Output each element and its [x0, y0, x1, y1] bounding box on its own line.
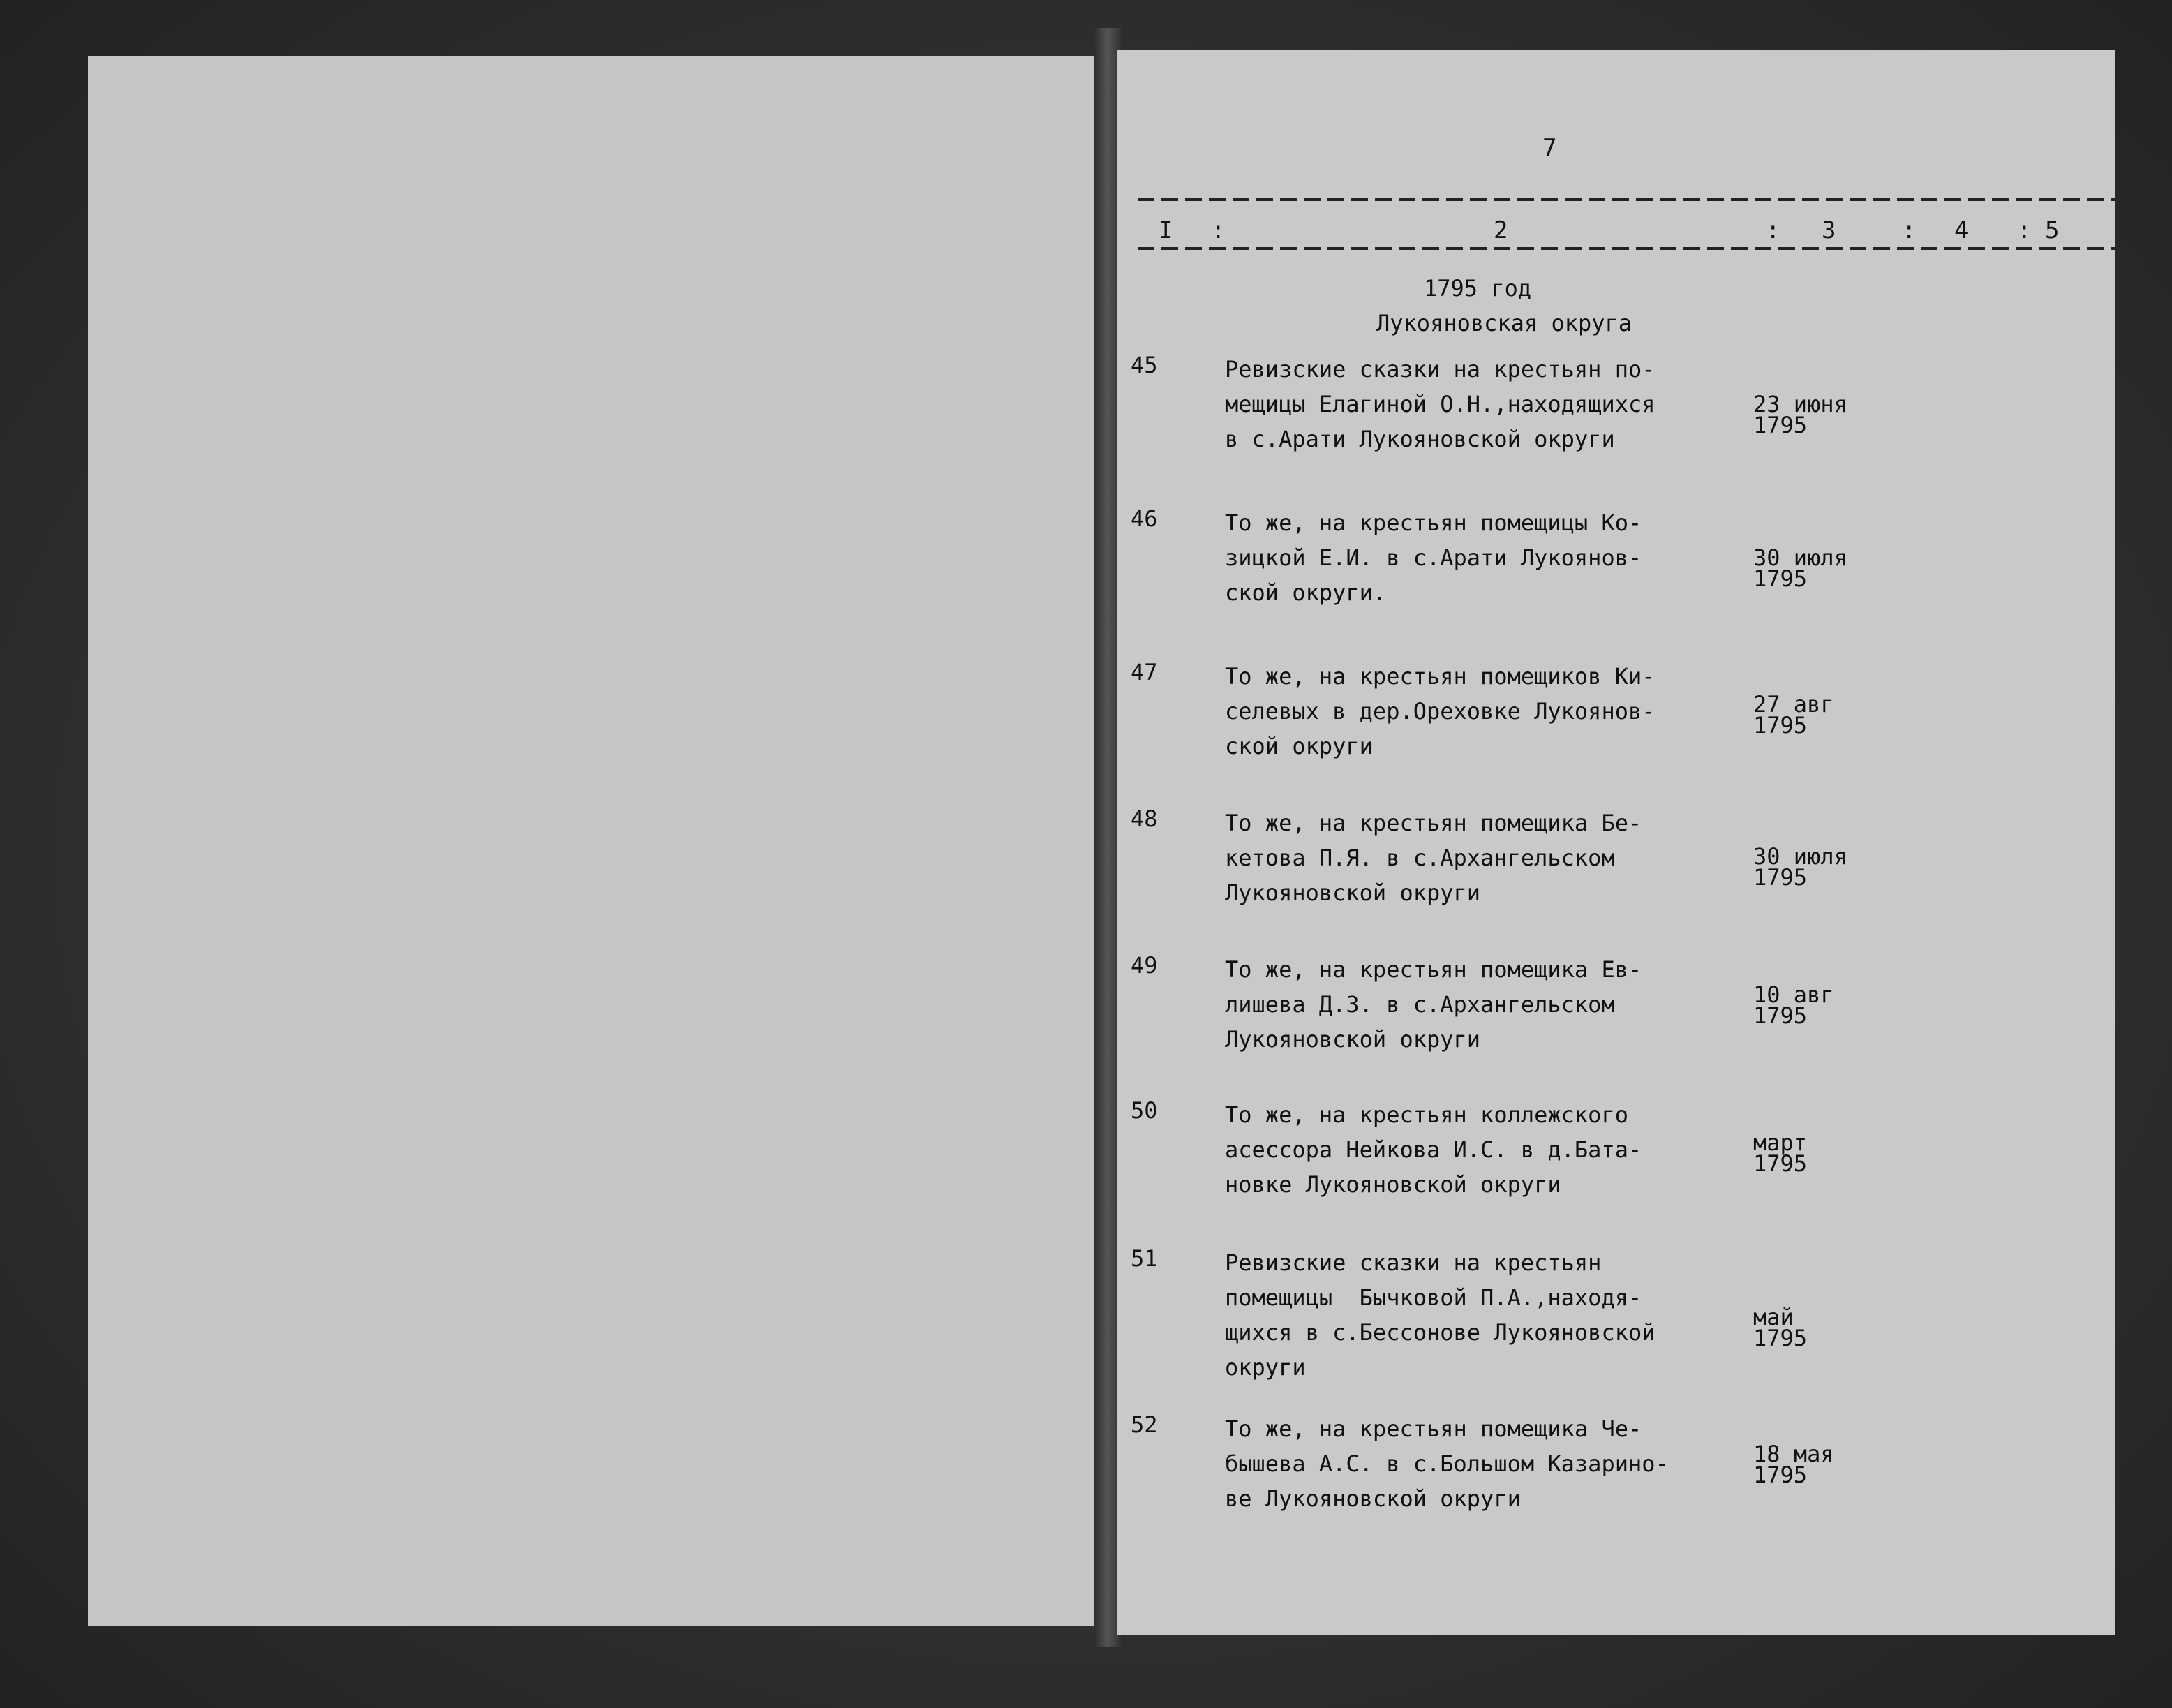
entry-number: 48	[1131, 805, 1158, 832]
page-number: 7	[1542, 134, 1557, 162]
entry-date-day: 30 июля	[1753, 843, 1847, 870]
entry-date-year: 1795	[1753, 1325, 1808, 1351]
entry-date-year: 1795	[1753, 1150, 1808, 1177]
entry-date-year: 1795	[1753, 1462, 1808, 1488]
entry-date-day: 10 авг	[1753, 981, 1834, 1008]
entry-number: 52	[1131, 1411, 1158, 1438]
entry-date-year: 1795	[1753, 864, 1808, 891]
column-5-label: 5	[2045, 216, 2060, 244]
entry-description: То же, на крестьян помещицы Ко- зицкой Е.И. в с.Арати Лукоянов- ской округи.	[1225, 510, 1642, 606]
entry-date-year: 1795	[1753, 1002, 1808, 1029]
column-separator: :	[2017, 216, 2032, 244]
entry-date-year: 1795	[1753, 565, 1808, 592]
entry-number: 47	[1131, 659, 1158, 685]
entry-number: 51	[1131, 1245, 1158, 1272]
left-page-blank	[88, 56, 1100, 1626]
entry-date-day: 18 мая	[1753, 1441, 1834, 1467]
entry-date-day: март	[1753, 1129, 1808, 1156]
header-rule-top	[1138, 198, 2115, 201]
section-year: 1795 год	[1424, 275, 1532, 302]
column-3-label: 3	[1822, 216, 1836, 244]
entry-number: 50	[1131, 1097, 1158, 1124]
header-rule-bottom	[1138, 247, 2115, 250]
column-separator: :	[1766, 216, 1780, 244]
column-separator: :	[1902, 216, 1917, 244]
entry-description: То же, на крестьян помещиков Ки- селевых в дер.Ореховке Лукоянов- ской округи	[1225, 663, 1656, 759]
right-page	[1117, 50, 2115, 1635]
entry-description: То же, на крестьян помещика Че- бышева А.С. в с.Большом Казарино- ве Лукояновской округи	[1225, 1416, 1669, 1512]
entry-description: То же, на крестьян помещика Бе- кетова П.Я. в с.Архангельском Лукояновской округи	[1225, 810, 1642, 906]
entry-number: 49	[1131, 952, 1158, 979]
column-separator: :	[1211, 216, 1226, 244]
entry-number: 46	[1131, 505, 1158, 532]
entry-date-day: 30 июля	[1753, 544, 1847, 571]
entry-date-day: 23 июня	[1753, 391, 1847, 417]
column-1-label: I	[1159, 216, 1173, 244]
entry-description: Ревизские сказки на крестьян по- мещицы Елагиной О.Н.,находящихся в с.Арати Лукояновской округи	[1225, 356, 1656, 452]
column-4-label: 4	[1954, 216, 1969, 244]
section-district: Лукояновская округа	[1376, 310, 1632, 336]
entry-date-year: 1795	[1753, 412, 1808, 438]
entry-description: То же, на крестьян помещика Ев- лишева Д.З. в с.Архангельском Лукояновской округи	[1225, 956, 1642, 1053]
column-2-label: 2	[1494, 216, 1508, 244]
entry-description: То же, на крестьян коллежского асессора Нейкова И.С. в д.Бата- новке Лукояновской округи	[1225, 1101, 1642, 1198]
entry-date-day: 27 авг	[1753, 691, 1834, 718]
entry-date-year: 1795	[1753, 712, 1808, 738]
entry-number: 45	[1131, 352, 1158, 378]
entry-date-day: май	[1753, 1304, 1794, 1330]
entry-description: Ревизские сказки на крестьян помещицы Бычковой П.А.,находя- щихся в с.Бессонове Лукояновской округи	[1225, 1249, 1656, 1381]
